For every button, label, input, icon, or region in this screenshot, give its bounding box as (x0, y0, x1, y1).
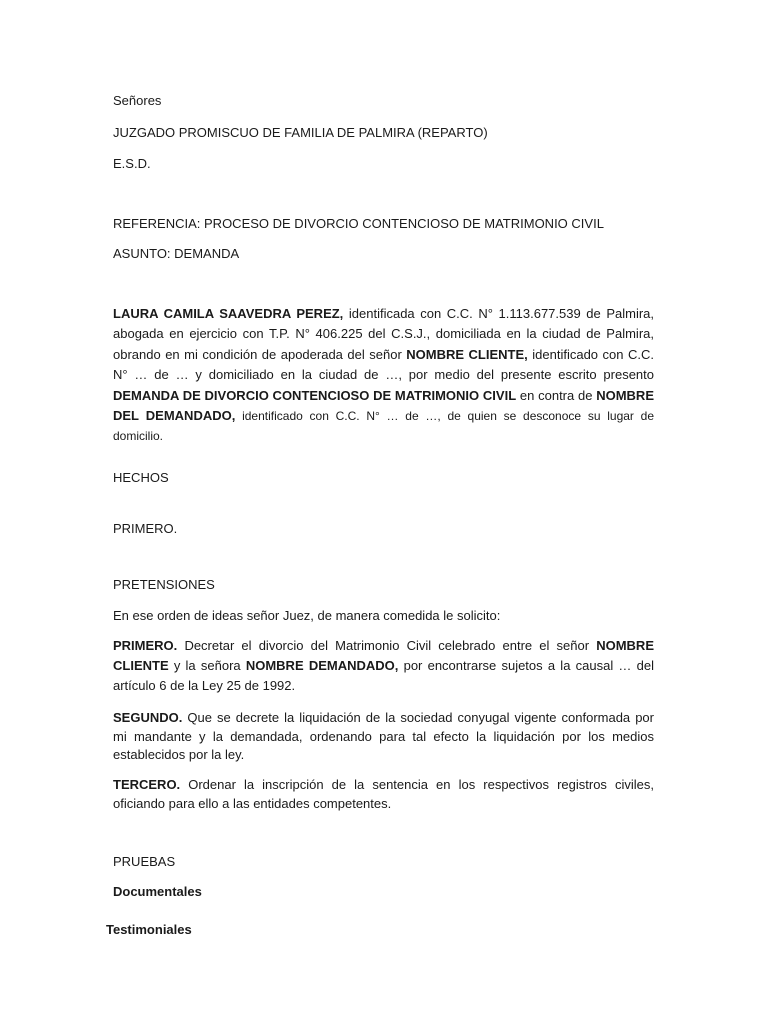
intro-text-3: en contra de (516, 387, 597, 403)
pretension-text: y la señora (168, 658, 246, 674)
pretension-tercero (113, 776, 654, 813)
pretension-text: Decretar el divorcio del Matrimonio Civil celebrado entre el señor (177, 638, 597, 653)
pretensiones-heading: PRETENSIONES (113, 577, 215, 592)
testimoniales-heading: Testimoniales (106, 922, 192, 937)
documentales-heading: Documentales (113, 884, 202, 899)
pretensiones-lead: En ese orden de ideas señor Juez, de manera comedida le solicito: (113, 608, 501, 623)
salutation: Señores (113, 93, 162, 108)
pretension-segundo (113, 709, 654, 765)
defendant-name: NOMBRE DEL DEMANDADO, (113, 387, 654, 424)
client-name: NOMBRE CLIENTE, (406, 346, 528, 362)
pruebas-heading: PRUEBAS (113, 854, 176, 869)
intro-paragraph (113, 304, 654, 447)
intro-text-2: identificado con C.C. N° … de … y domiciliado en la ciudad de …, por medio del presente escrito presento (113, 346, 654, 383)
esd-line: E.S.D. (113, 156, 151, 171)
intro-text-1: identificada con C.C. N° 1.113.677.539 de Palmira, abogada en ejercicio con T.P. N° 406.225 del C.S.J., domiciliada en la ciudad de Palmira, obrando en mi condición de apoderada del señor (113, 306, 655, 362)
pretension-label: PRIMERO. (113, 638, 178, 653)
pretension-label: TERCERO. (113, 777, 181, 792)
pretension-text: Que se decrete la liquidación de la sociedad conyugal vigente conformada por mi mandante y la demandada, ordenando para tal efecto la liquidación por los medios establecidos por la ley. (113, 710, 654, 762)
referencia-line: REFERENCIA: PROCESO DE DIVORCIO CONTENCIOSO DE MATRIMONIO CIVIL (113, 216, 604, 231)
pretension-text: por encontrarse sujetos a la causal … del artículo 6 de la Ley 25 de 1992. (113, 658, 654, 694)
intro-text-4: identificado con C.C. N° … de …, de quien se desconoce su lugar de domicilio. (113, 409, 654, 444)
hechos-primero: PRIMERO. (113, 521, 178, 536)
court-name: JUZGADO PROMISCUO DE FAMILIA DE PALMIRA (REPARTO) (113, 125, 488, 140)
hechos-heading: HECHOS (113, 470, 169, 485)
client-name: NOMBRE CLIENTE (113, 638, 654, 674)
asunto-line: ASUNTO: DEMANDA (113, 246, 240, 261)
pretension-label: SEGUNDO. (113, 710, 183, 725)
pretension-primero (113, 636, 654, 697)
defendant-name: NOMBRE DEMANDADO, (245, 658, 399, 674)
lawyer-name: LAURA CAMILA SAAVEDRA PEREZ, (113, 306, 344, 321)
pretension-text: Ordenar la inscripción de la sentencia en los respectivos registros civiles, oficiando para ello a las entidades competentes. (113, 777, 654, 811)
demand-title: DEMANDA DE DIVORCIO CONTENCIOSO DE MATRIMONIO CIVIL (113, 387, 517, 403)
